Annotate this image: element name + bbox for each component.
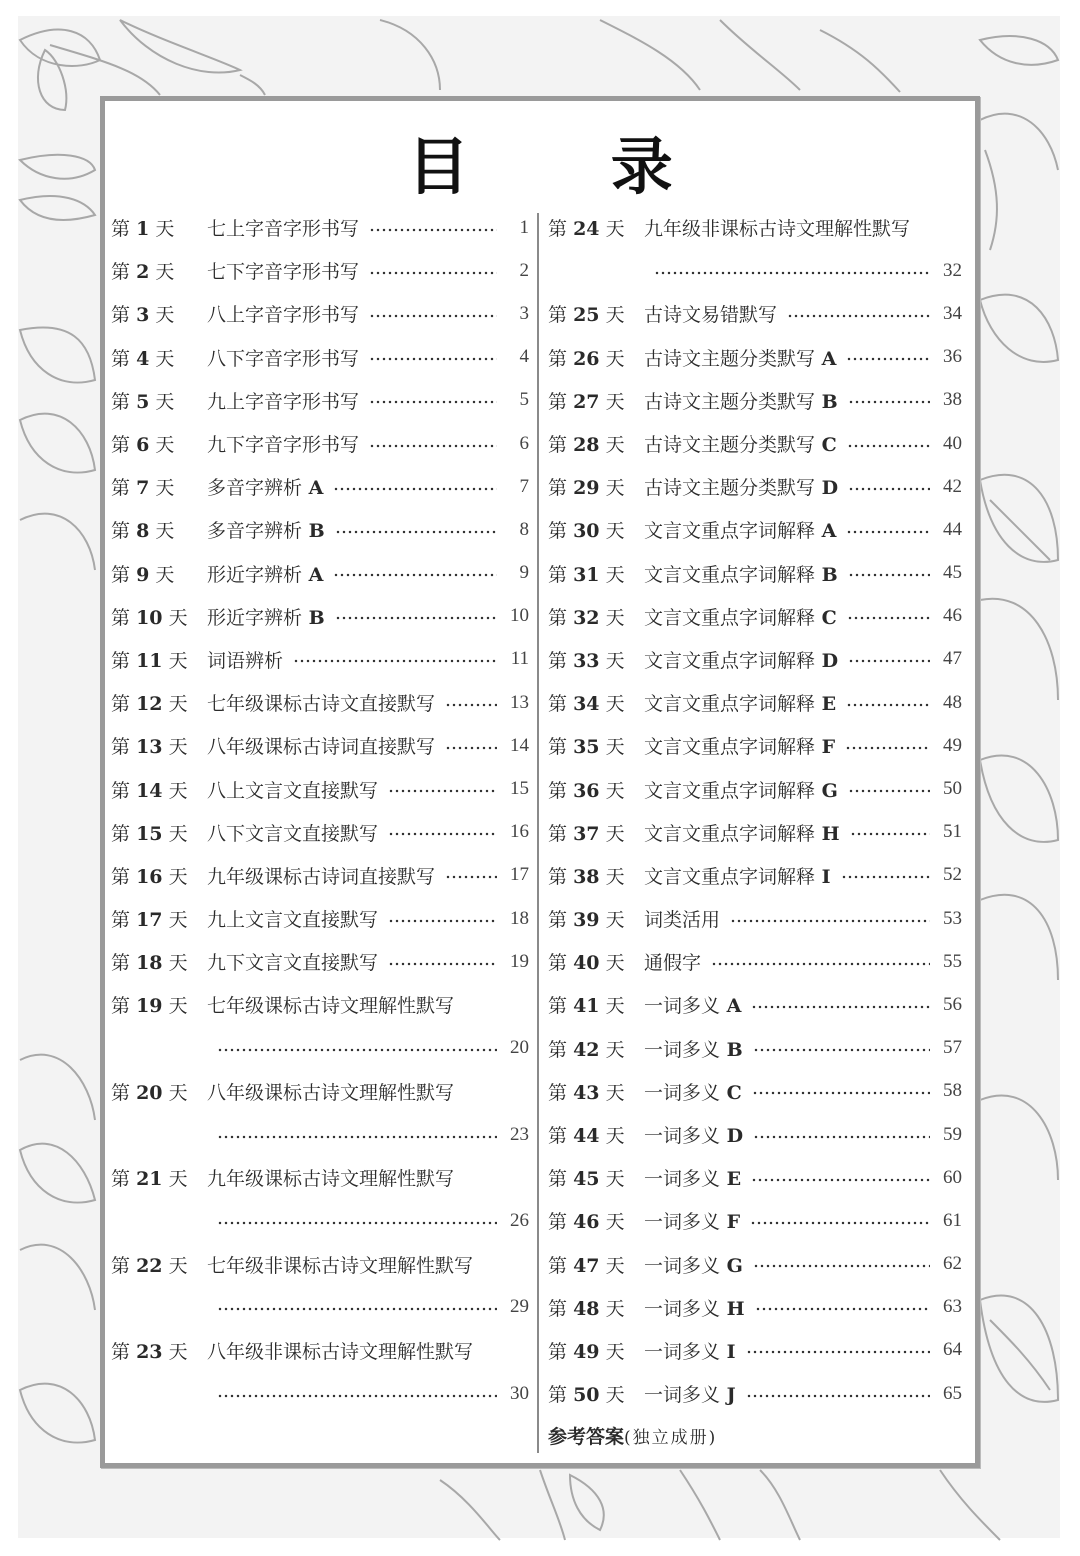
toc-entry-day-26[interactable] [548, 336, 962, 379]
day-label: 第 47 天 [548, 1254, 625, 1277]
day-label: 第 8 天 [111, 520, 175, 543]
toc-frame [100, 96, 980, 1468]
page-number: 18 [510, 907, 529, 929]
day-label: 第 43 天 [548, 1081, 625, 1104]
page-number: 51 [943, 821, 962, 843]
page-number: 7 [519, 475, 529, 497]
entry-title: 九年级课标古诗文理解性默写 [207, 1168, 455, 1191]
toc-entry-day-23[interactable] [111, 1329, 529, 1415]
page-number: 52 [943, 864, 962, 886]
leader-dots [388, 962, 497, 966]
entry-title: 一词多义 H [644, 1297, 745, 1320]
entry-title: 七年级课标古诗文直接默写 [207, 693, 436, 716]
day-label: 第 41 天 [548, 995, 625, 1018]
day-label: 第 12 天 [111, 693, 188, 716]
page-number: 58 [943, 1080, 962, 1102]
page-number: 61 [943, 1209, 962, 1231]
toc-entry-day-6[interactable] [111, 422, 529, 465]
leader-dots [217, 1048, 497, 1052]
toc-entry-day-43[interactable] [548, 1070, 962, 1113]
page-number: 6 [519, 432, 529, 454]
page-number: 63 [943, 1296, 962, 1318]
answers-note: (独立成册) [624, 1427, 718, 1448]
entry-title: 古诗文易错默写 [644, 304, 778, 327]
leader-dots [711, 962, 930, 966]
leader-dots [445, 703, 497, 707]
entry-title: 文言文重点字词解释 D [644, 649, 839, 672]
day-label: 第 21 天 [111, 1168, 188, 1191]
day-label: 第 24 天 [548, 218, 625, 241]
entry-title: 一词多义 G [644, 1254, 743, 1277]
leader-dots [369, 400, 497, 404]
toc-entry-day-41[interactable] [548, 983, 962, 1026]
entry-title: 一词多义 I [644, 1340, 736, 1363]
page-number: 40 [943, 432, 962, 454]
day-label: 第 22 天 [111, 1254, 188, 1277]
page-number: 4 [519, 346, 529, 368]
page-number: 38 [943, 389, 962, 411]
entry-title: 八年级课标古诗文理解性默写 [207, 1081, 455, 1104]
toc-entry-day-30[interactable] [548, 508, 962, 551]
entry-title: 文言文重点字词解释 H [644, 822, 840, 845]
day-label: 第 25 天 [548, 304, 625, 327]
page-number: 64 [943, 1339, 962, 1361]
day-label: 第 46 天 [548, 1211, 625, 1234]
entry-title: 八年级课标古诗词直接默写 [207, 736, 436, 759]
entry-title: 通假字 [644, 952, 702, 975]
column-divider [537, 213, 539, 1453]
entry-title: 一词多义 C [644, 1081, 742, 1104]
leader-dots [369, 357, 497, 361]
day-label: 第 3 天 [111, 304, 175, 327]
leader-dots [750, 1221, 930, 1225]
toc-entry-day-44[interactable] [548, 1113, 962, 1156]
toc-entry-day-36[interactable] [548, 767, 962, 810]
day-label: 第 14 天 [111, 779, 188, 802]
entry-title: 九下字音字形书写 [207, 434, 360, 457]
entry-title: 八上字音字形书写 [207, 304, 360, 327]
toc-entry-day-48[interactable] [548, 1286, 962, 1329]
leader-dots [753, 1135, 930, 1139]
entry-title: 词类活用 [644, 909, 721, 932]
day-label: 第 37 天 [548, 822, 625, 845]
toc-entry-day-20[interactable] [111, 1070, 529, 1156]
day-label: 第 26 天 [548, 347, 625, 370]
day-label: 第 33 天 [548, 649, 625, 672]
leader-dots [850, 832, 930, 836]
day-label: 第 38 天 [548, 865, 625, 888]
day-label: 第 42 天 [548, 1038, 625, 1061]
leader-dots [848, 487, 930, 491]
leader-dots [445, 875, 497, 879]
leader-dots [335, 616, 497, 620]
page-number: 8 [519, 518, 529, 540]
leader-dots [841, 875, 930, 879]
page-number: 34 [943, 302, 962, 324]
toc-entry-day-13[interactable] [111, 724, 529, 767]
toc-entry-day-2[interactable] [111, 249, 529, 292]
entry-title: 一词多义 F [644, 1211, 741, 1234]
toc-entry-day-11[interactable] [111, 638, 529, 681]
day-label: 第 15 天 [111, 822, 188, 845]
leader-dots [847, 616, 930, 620]
leader-dots [217, 1135, 497, 1139]
answers-label: 参考答案 [548, 1425, 625, 1448]
page-number: 46 [943, 605, 962, 627]
toc-entry-day-40[interactable] [548, 940, 962, 983]
day-label: 第 10 天 [111, 606, 188, 629]
day-label: 第 17 天 [111, 909, 188, 932]
leader-dots [333, 487, 497, 491]
page-number: 1 [519, 216, 529, 238]
entry-title: 一词多义 J [644, 1384, 736, 1407]
entry-title: 八下字音字形书写 [207, 347, 360, 370]
day-label: 第 18 天 [111, 952, 188, 975]
page-number: 17 [510, 864, 529, 886]
day-label: 第 6 天 [111, 434, 175, 457]
day-label: 第 30 天 [548, 520, 625, 543]
day-label: 第 39 天 [548, 909, 625, 932]
entry-title: 多音字辨析 B [207, 520, 325, 543]
page-number: 11 [510, 648, 529, 670]
day-label: 第 36 天 [548, 779, 625, 802]
toc-column-right [548, 206, 962, 1455]
entry-title: 词语辨析 [207, 649, 284, 672]
leader-dots [333, 573, 497, 577]
toc-entry-day-14[interactable] [111, 767, 529, 810]
leader-dots [846, 530, 930, 534]
toc-entry-day-18[interactable] [111, 940, 529, 983]
page-number: 59 [943, 1123, 962, 1145]
entry-title: 八下文言文直接默写 [207, 822, 379, 845]
page-number: 20 [510, 1037, 529, 1059]
day-label: 第 16 天 [111, 865, 188, 888]
toc-entry-day-35[interactable] [548, 724, 962, 767]
toc-entry-day-33[interactable] [548, 638, 962, 681]
leader-dots [369, 271, 497, 275]
leader-dots [388, 832, 497, 836]
day-label: 第 7 天 [111, 477, 175, 500]
page-number: 5 [519, 389, 529, 411]
page-number: 9 [519, 562, 529, 584]
toc-entry-day-46[interactable] [548, 1199, 962, 1242]
entry-title: 文言文重点字词解释 F [644, 736, 836, 759]
leader-dots [846, 703, 930, 707]
toc-column-left [111, 206, 529, 1415]
page-number: 65 [943, 1382, 962, 1404]
day-label: 第 35 天 [548, 736, 625, 759]
toc-entry-day-37[interactable] [548, 811, 962, 854]
toc-entry-day-21[interactable] [111, 1156, 529, 1242]
day-label: 第 28 天 [548, 434, 625, 457]
entry-title: 古诗文主题分类默写 D [644, 477, 839, 500]
entry-title: 一词多义 D [644, 1125, 744, 1148]
leader-dots [369, 228, 497, 232]
day-label: 第 34 天 [548, 693, 625, 716]
day-label: 第 48 天 [548, 1297, 625, 1320]
entry-title: 九上字音字形书写 [207, 390, 360, 413]
toc-entry-day-8[interactable] [111, 508, 529, 551]
entry-title: 九上文言文直接默写 [207, 909, 379, 932]
entry-title: 形近字辨析 B [207, 606, 325, 629]
page-number: 47 [943, 648, 962, 670]
entry-title: 古诗文主题分类默写 A [644, 347, 837, 370]
day-label: 第 19 天 [111, 995, 188, 1018]
leader-dots [848, 400, 930, 404]
leader-dots [848, 789, 930, 793]
page-number: 3 [519, 302, 529, 324]
page-number: 49 [943, 734, 962, 756]
leader-dots [746, 1350, 930, 1354]
page-number: 16 [510, 821, 529, 843]
entry-title: 文言文重点字词解释 C [644, 606, 837, 629]
entry-title: 形近字辨析 A [207, 563, 324, 586]
page-number: 14 [510, 734, 529, 756]
toc-entry-day-38[interactable] [548, 854, 962, 897]
entry-title: 七年级课标古诗文理解性默写 [207, 995, 455, 1018]
day-label: 第 11 天 [111, 649, 188, 672]
entry-title: 文言文重点字词解释 E [644, 693, 837, 716]
day-label: 第 23 天 [111, 1340, 188, 1363]
leader-dots [730, 919, 930, 923]
page-number: 2 [519, 259, 529, 281]
day-label: 第 5 天 [111, 390, 175, 413]
toc-entry-day-3[interactable] [111, 292, 529, 335]
entry-title: 多音字辨析 A [207, 477, 324, 500]
leader-dots [746, 1394, 930, 1398]
toc-entry-day-9[interactable] [111, 552, 529, 595]
day-label: 第 29 天 [548, 477, 625, 500]
toc-entry-day-5[interactable] [111, 379, 529, 422]
day-label: 第 20 天 [111, 1081, 188, 1104]
day-label: 第 49 天 [548, 1340, 625, 1363]
toc-entry-day-1[interactable] [111, 206, 529, 249]
day-label: 第 2 天 [111, 261, 175, 284]
entry-title: 一词多义 A [644, 995, 742, 1018]
toc-entry-day-12[interactable] [111, 681, 529, 724]
leader-dots [388, 789, 497, 793]
page-number: 29 [510, 1296, 529, 1318]
leader-dots [369, 444, 497, 448]
day-label: 第 1 天 [111, 218, 175, 241]
toc-entry-day-42[interactable] [548, 1027, 962, 1070]
page-number: 10 [510, 605, 529, 627]
entry-title: 九年级非课标古诗文理解性默写 [644, 218, 911, 241]
page-number: 60 [943, 1166, 962, 1188]
leader-dots [445, 746, 497, 750]
toc-entry-day-39[interactable] [548, 897, 962, 940]
entry-title: 文言文重点字词解释 B [644, 563, 838, 586]
entry-title: 文言文重点字词解释 I [644, 865, 831, 888]
toc-entry-day-45[interactable] [548, 1156, 962, 1199]
leader-dots [845, 746, 930, 750]
page-number: 55 [943, 950, 962, 972]
page-number: 50 [943, 778, 962, 800]
toc-entry-day-22[interactable] [111, 1243, 529, 1329]
page-number: 13 [510, 691, 529, 713]
page-number: 23 [510, 1123, 529, 1145]
toc-entry-day-7[interactable] [111, 465, 529, 508]
entry-title: 七年级非课标古诗文理解性默写 [207, 1254, 474, 1277]
entry-title: 七下字音字形书写 [207, 261, 360, 284]
day-label: 第 27 天 [548, 390, 625, 413]
page-number: 15 [510, 778, 529, 800]
leader-dots [751, 1005, 930, 1009]
page-number: 53 [943, 907, 962, 929]
toc-entry-day-4[interactable] [111, 336, 529, 379]
toc-entry-day-31[interactable] [548, 552, 962, 595]
leader-dots [293, 659, 497, 663]
entry-title: 一词多义 B [644, 1038, 743, 1061]
leader-dots [755, 1307, 930, 1311]
page-number: 19 [510, 950, 529, 972]
leader-dots [217, 1394, 497, 1398]
page-number: 56 [943, 993, 962, 1015]
page-number: 26 [510, 1209, 529, 1231]
page-number: 42 [943, 475, 962, 497]
toc-entry-day-32[interactable] [548, 595, 962, 638]
leader-dots [753, 1048, 930, 1052]
leader-dots [846, 357, 930, 361]
day-label: 第 45 天 [548, 1168, 625, 1191]
leader-dots [369, 314, 497, 318]
answers-entry[interactable] [548, 1415, 962, 1455]
leader-dots [787, 314, 930, 318]
leader-dots [654, 271, 930, 275]
page-title: 目 录 [407, 130, 733, 203]
day-label: 第 44 天 [548, 1125, 625, 1148]
page-number: 62 [943, 1253, 962, 1275]
leader-dots [388, 919, 497, 923]
toc-entry-day-27[interactable] [548, 379, 962, 422]
toc-entry-day-49[interactable] [548, 1329, 962, 1372]
leader-dots [752, 1091, 930, 1095]
leader-dots [848, 573, 930, 577]
toc-entry-day-34[interactable] [548, 681, 962, 724]
entry-title: 九年级课标古诗词直接默写 [207, 865, 436, 888]
leader-dots [217, 1221, 497, 1225]
entry-title: 古诗文主题分类默写 C [644, 434, 837, 457]
toc-entry-day-29[interactable] [548, 465, 962, 508]
page-number: 30 [510, 1382, 529, 1404]
leader-dots [217, 1307, 497, 1311]
toc-entry-day-19[interactable] [111, 983, 529, 1069]
leader-dots [753, 1264, 930, 1268]
leader-dots [848, 659, 930, 663]
toc-entry-day-28[interactable] [548, 422, 962, 465]
toc-entry-day-10[interactable] [111, 595, 529, 638]
page-number: 36 [943, 346, 962, 368]
day-label: 第 50 天 [548, 1384, 625, 1407]
page-number: 57 [943, 1037, 962, 1059]
leader-dots [335, 530, 497, 534]
toc-entry-day-16[interactable] [111, 854, 529, 897]
day-label: 第 4 天 [111, 347, 175, 370]
day-label: 第 13 天 [111, 736, 188, 759]
day-label: 第 40 天 [548, 952, 625, 975]
toc-entry-day-24[interactable] [548, 206, 962, 292]
toc-entry-day-17[interactable] [111, 897, 529, 940]
entry-title: 一词多义 E [644, 1168, 742, 1191]
entry-title: 文言文重点字词解释 A [644, 520, 837, 543]
entry-title: 九下文言文直接默写 [207, 952, 379, 975]
entry-title: 八年级非课标古诗文理解性默写 [207, 1340, 474, 1363]
toc-entry-day-25[interactable] [548, 292, 962, 335]
entry-title: 古诗文主题分类默写 B [644, 390, 838, 413]
page-number: 32 [943, 259, 962, 281]
toc-entry-day-15[interactable] [111, 811, 529, 854]
page-number: 48 [943, 691, 962, 713]
day-label: 第 31 天 [548, 563, 625, 586]
toc-entry-day-47[interactable] [548, 1243, 962, 1286]
day-label: 第 32 天 [548, 606, 625, 629]
page-number: 45 [943, 562, 962, 584]
leader-dots [751, 1178, 930, 1182]
toc-entry-day-50[interactable] [548, 1372, 962, 1415]
leader-dots [847, 444, 930, 448]
day-label: 第 9 天 [111, 563, 175, 586]
entry-title: 文言文重点字词解释 G [644, 779, 838, 802]
entry-title: 七上字音字形书写 [207, 218, 360, 241]
entry-title: 八上文言文直接默写 [207, 779, 379, 802]
page-number: 44 [943, 518, 962, 540]
